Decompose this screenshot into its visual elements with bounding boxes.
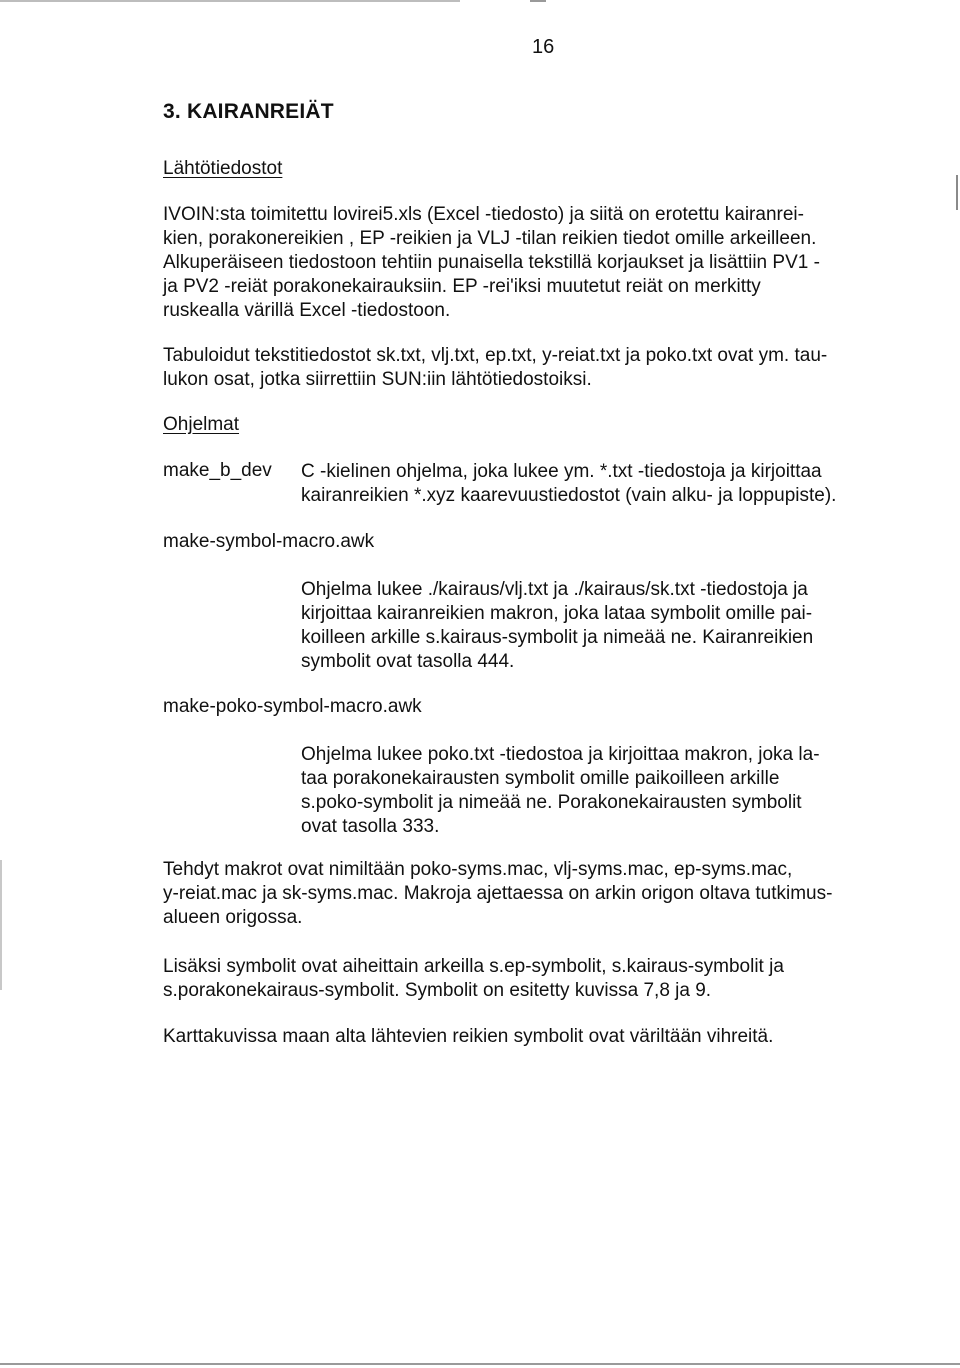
program-name: make_b_dev — [163, 460, 272, 481]
text-line: lukon osat, jotka siirrettiin SUN:iin lähtötiedostoiksi. — [163, 369, 592, 390]
text-line: Alkuperäiseen tiedostoon tehtiin punaisella tekstillä korjaukset ja lisättiin PV1 - — [163, 252, 820, 273]
sources-paragraph-2 — [163, 344, 853, 392]
text-line: kien, porakonereikien , EP -reikien ja VLJ -tilan reikien tiedot omille arkeilleen. — [163, 228, 817, 249]
program-description — [301, 743, 861, 839]
text-line: ruskealla värillä Excel -tiedostoon. — [163, 300, 451, 321]
text-line: ovat tasolla 333. — [301, 816, 440, 837]
sources-paragraph-1 — [163, 203, 853, 323]
text-line: ja PV2 -reiät porakonekairauksiin. EP -rei'iksi muutetut reiät on merkitty — [163, 276, 761, 297]
text-line: s.poko-symbolit ja nimeää ne. Porakonekairausten symbolit — [301, 792, 802, 813]
macros-paragraph — [163, 858, 853, 930]
text-line: y-reiat.mac ja sk-syms.mac. Makroja ajettaessa on arkin origon oltava tutkimus- — [163, 883, 833, 904]
text-line: koilleen arkille s.kairaus-symbolit ja nimeää ne. Kairanreikien — [301, 627, 814, 648]
text-line: s.porakonekairaus-symbolit. Symbolit on esitetty kuvissa 7,8 ja 9. — [163, 980, 712, 1001]
program-name: make-symbol-macro.awk — [163, 531, 375, 552]
text-line: Karttakuvissa maan alta lähtevien reikien symbolit ovat väriltään vihreitä. — [163, 1026, 774, 1047]
program-name: make-poko-symbol-macro.awk — [163, 696, 422, 717]
scan-left-edge — [0, 860, 2, 990]
text-line: Ohjelma lukee poko.txt -tiedostoa ja kirjoittaa makron, joka la- — [301, 744, 820, 765]
text-line: Tabuloidut tekstitiedostot sk.txt, vlj.txt, ep.txt, y-reiat.txt ja poko.txt ovat ym. tau- — [163, 345, 828, 366]
scan-right-edge — [956, 175, 958, 210]
scan-edge-line — [0, 0, 460, 2]
text-line: symbolit ovat tasolla 444. — [301, 651, 515, 672]
program-description — [301, 460, 861, 508]
map-symbols-paragraph — [163, 1025, 853, 1049]
text-line: Ohjelma lukee ./kairaus/vlj.txt ja ./kairaus/sk.txt -tiedostoja ja — [301, 579, 808, 600]
text-line: Tehdyt makrot ovat nimiltään poko-syms.mac, vlj-syms.mac, ep-syms.mac, — [163, 859, 793, 880]
sources-heading: Lähtötiedostot — [163, 158, 283, 179]
scan-edge-mark — [530, 0, 546, 2]
text-line: alueen origossa. — [163, 907, 303, 928]
text-line: Lisäksi symbolit ovat aiheittain arkeilla s.ep-symbolit, s.kairaus-symbolit ja — [163, 956, 784, 977]
text-line: IVOIN:sta toimitettu lovirei5.xls (Excel -tiedosto) ja siitä on erotettu kairanrei- — [163, 204, 804, 225]
text-line: kairanreikien *.xyz kaarevuustiedostot (vain alku- ja loppupiste). — [301, 485, 837, 506]
page-number: 16 — [532, 36, 555, 58]
text-line: taa porakonekairausten symbolit omille paikoilleen arkille — [301, 768, 780, 789]
symbols-paragraph — [163, 955, 853, 1003]
program-description — [301, 578, 861, 674]
text-line: kirjoittaa kairanreikien makron, joka lataa symbolit omille pai- — [301, 603, 813, 624]
scan-bottom-edge — [0, 1363, 960, 1365]
programs-heading: Ohjelmat — [163, 414, 240, 435]
text-line: C -kielinen ohjelma, joka lukee ym. *.txt -tiedostoja ja kirjoittaa — [301, 461, 822, 482]
section-title: 3. KAIRANREIÄT — [163, 100, 334, 123]
